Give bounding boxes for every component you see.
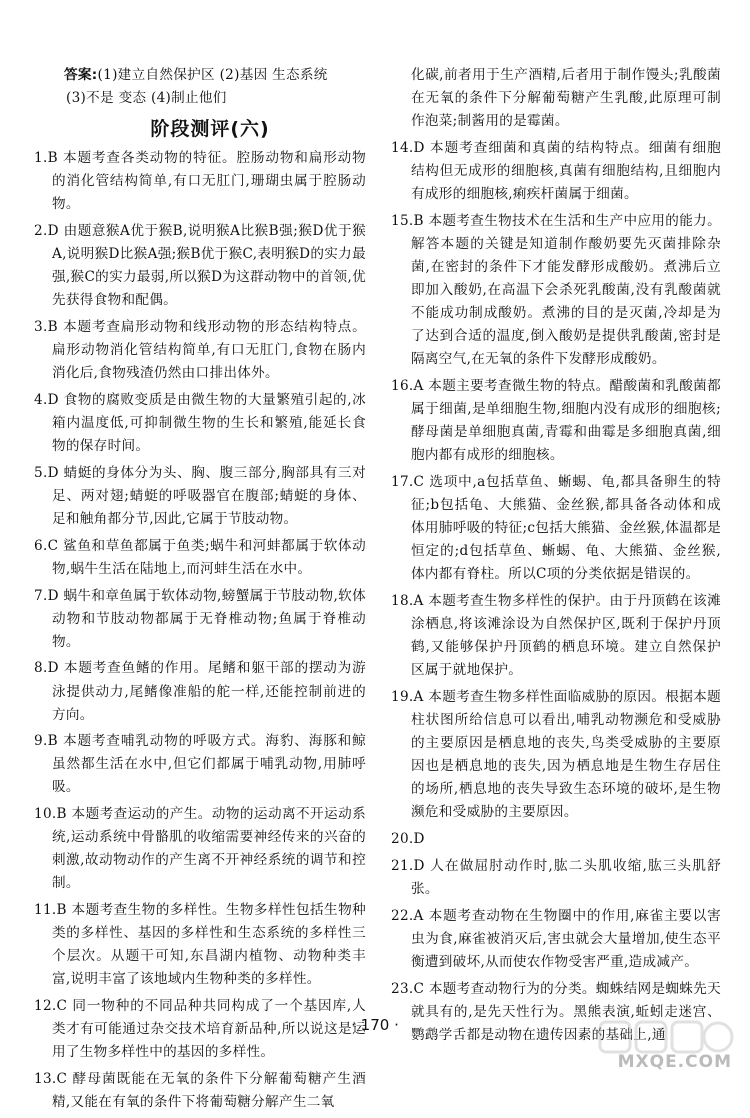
answer-item: 13.C 酵母菌既能在无氧的条件下分解葡萄糖产生酒精,又能在有氧的条件下将葡萄糖分解产生二氧 xyxy=(34,1070,366,1111)
answer-item: 17.C 选项中,a包括草鱼、蜥蜴、龟,都具备卵生的特征;b包括龟、大熊猫、金丝猴,都具备各动体和成体用肺呼吸的特征;c包括大熊猫、金丝猴,体温都是恒定的;d包括草鱼、蜥蜴、龟、大熊猫、金丝猴,体内都有脊柱。所以C项的分类依据是错误的。 xyxy=(391,473,721,583)
answer-item: 15.B 本题考查生物技术在生活和生产中应用的能力。解答本题的关键是知道制作酸奶要先灭菌排除杂菌,在密封的条件下才能发酵形成酸奶。煮沸后立即加入酸奶,在高温下会杀死乳酸菌,没有乳酸菌就不能成功制成酸奶。煮沸的目的是灭菌,冷却是为了达到合适的温度,倒入酸奶是提供乳酸菌,密封是隔离空气,在无氧的条件下发酵形成酸奶。 xyxy=(391,212,721,368)
answer-item: 9.B 本题考查哺乳动物的呼吸方式。海豹、海豚和鲸虽然都生活在水中,但它们都属于哺乳动物,用肺呼吸。 xyxy=(34,733,366,796)
answer-label: 答案: xyxy=(64,67,98,83)
answer-text-1: (1)建立自然保护区 (2)基因 生态系统 xyxy=(97,67,328,83)
answer-item: 2.D 由题意猴A优于猴B,说明猴A比猴B强;猴D优于猴A,说明猴D比猴A强;猴B优于猴C,表明猴D的实力最强,猴C的实力最弱,所以猴D为这群动物中的首领,优先获得食物和配偶。 xyxy=(34,223,366,309)
answer-item: 化碳,前者用于生产酒精,后者用于制作馒头;乳酸菌在无氧的条件下分解葡萄糖产生乳酸,此原理可制作泡菜;制酱用的是霉菌。 xyxy=(411,67,721,130)
answer-line-1 xyxy=(64,64,366,87)
answer-item: 20.D xyxy=(391,831,425,848)
answer-item: 10.B 本题考查运动的产生。动物的运动离不开运动系统,运动系统中骨骼肌的收缩需要神经传来的兴奋的刺激,故动物动作的产生离不开神经系统的调节和控制。 xyxy=(34,806,366,892)
answer-item: 8.D 本题考查鱼鳍的作用。尾鳍和躯干部的摆动为游泳提供动力,尾鳍像准船的舵一样,还能控制前进的方向。 xyxy=(34,660,366,723)
page-number: · 170 · xyxy=(351,1016,399,1034)
answer-item: 1.B 本题考查各类动物的特征。腔肠动物和扁形动物的消化管结构简单,有口无肛门,珊瑚虫属于腔肠动物。 xyxy=(34,150,366,213)
answer-item: 22.A 本题考查动物在生物圈中的作用,麻雀主要以害虫为食,麻雀被消灭后,害虫就会大量增加,使生态平衡遭到破坏,从而使农作物受害严重,造成减产。 xyxy=(391,907,721,970)
watermark-text: MXQE.COM xyxy=(617,1052,732,1072)
answer-item: 16.A 本题主要考查微生物的特点。醋酸菌和乳酸菌都属于细菌,是单细胞生物,细胞内没有成形的细胞核;酵母菌是单细胞真菌,青霉和曲霉是多细胞真菌,细胞内都有成形的细胞核。 xyxy=(391,378,721,464)
answer-item: 21.D 人在做屈肘动作时,肱二头肌收缩,肱三头肌舒张。 xyxy=(391,857,721,897)
answer-line-2: (3)不是 变态 (4)制止他们 xyxy=(66,90,227,107)
answer-item: 6.C 鲨鱼和草鱼都属于鱼类;蜗牛和河蚌都属于软体动物,蜗牛生活在陆地上,而河蚌生活在水中。 xyxy=(34,537,366,577)
left-answer-list xyxy=(34,147,366,1114)
answer-item: 19.A 本题考查生物多样性面临威胁的原因。根据本题柱状图所给信息可以看出,哺乳动物濒危和受威胁的主要原因是栖息地的丧失,鸟类受威胁的主要原因也是栖息地的丧失,因为栖息地是生物生存居住的场所,栖息地的丧失导致生态环境的破坏,是生物濒危和受威胁的主要原因。 xyxy=(391,689,721,821)
right-column xyxy=(391,64,721,1050)
answer-item: 23.C 本题考查动物行为的分类。蜘蛛结网是蜘蛛先天就具有的,是先天性行为。黑熊表演,蚯蚓走迷宫、鹦鹉学舌都是动物在遗传因素的基础上,通 xyxy=(391,980,721,1043)
right-answer-list xyxy=(391,64,721,1047)
answer-item: 14.D 本题考查细菌和真菌的结构特点。细菌有细胞结构但无成形的细胞核,真菌有细胞结构,且细胞内有成形的细胞核,痢疾杆菌属于细菌。 xyxy=(391,139,721,203)
answer-item: 3.B 本题考查扁形动物和线形动物的形态结构特点。扁形动物消化管结构简单,有口无肛门,食物在肠内消化后,食物残渣仍然由口排出体外。 xyxy=(34,319,366,382)
answer-block xyxy=(64,64,366,110)
answer-item: 12.C 同一物种的不同品种共同构成了一个基因库,人类才有可能通过杂交技术培育新品种,所以说这是运用了生物多样性中的基因的多样性。 xyxy=(34,998,366,1061)
section-title: 阶段测评(六) xyxy=(150,118,270,141)
answer-item: 7.D 蜗牛和章鱼属于软体动物,螃蟹属于节肢动物,软体动物和节肢动物都属于无脊椎动物;鱼属于脊椎动物。 xyxy=(34,587,366,650)
answer-item: 4.D 食物的腐败变质是由微生物的大量繁殖引起的,冰箱内温度低,可抑制微生物的生长和繁殖,能延长食物的保存时间。 xyxy=(34,392,366,455)
answer-item: 11.B 本题考查生物的多样性。生物多样性包括生物种类的多样性、基因的多样性和生态系统的多样性三个层次。从题干可知,东昌湖内植物、动物种类丰富,说明丰富了该地域内生物种类的多样性。 xyxy=(34,902,366,988)
left-column xyxy=(34,64,366,1118)
answer-item: 18.A 本题考查生物多样性的保护。由于丹顶鹤在该滩涂栖息,将该滩涂设为自然保护区,既利于保护丹顶鹤,又能够保护丹顶鹤的栖息环境。建立自然保护区属于就地保护。 xyxy=(391,593,721,679)
answer-item: 5.D 蜻蜓的身体分为头、胸、腹三部分,胸部具有三对足、两对翅;蜻蜓的呼吸器官在腹部;蜻蜓的身体、足和触角都分节,因此,它属于节肢动物。 xyxy=(34,464,366,528)
